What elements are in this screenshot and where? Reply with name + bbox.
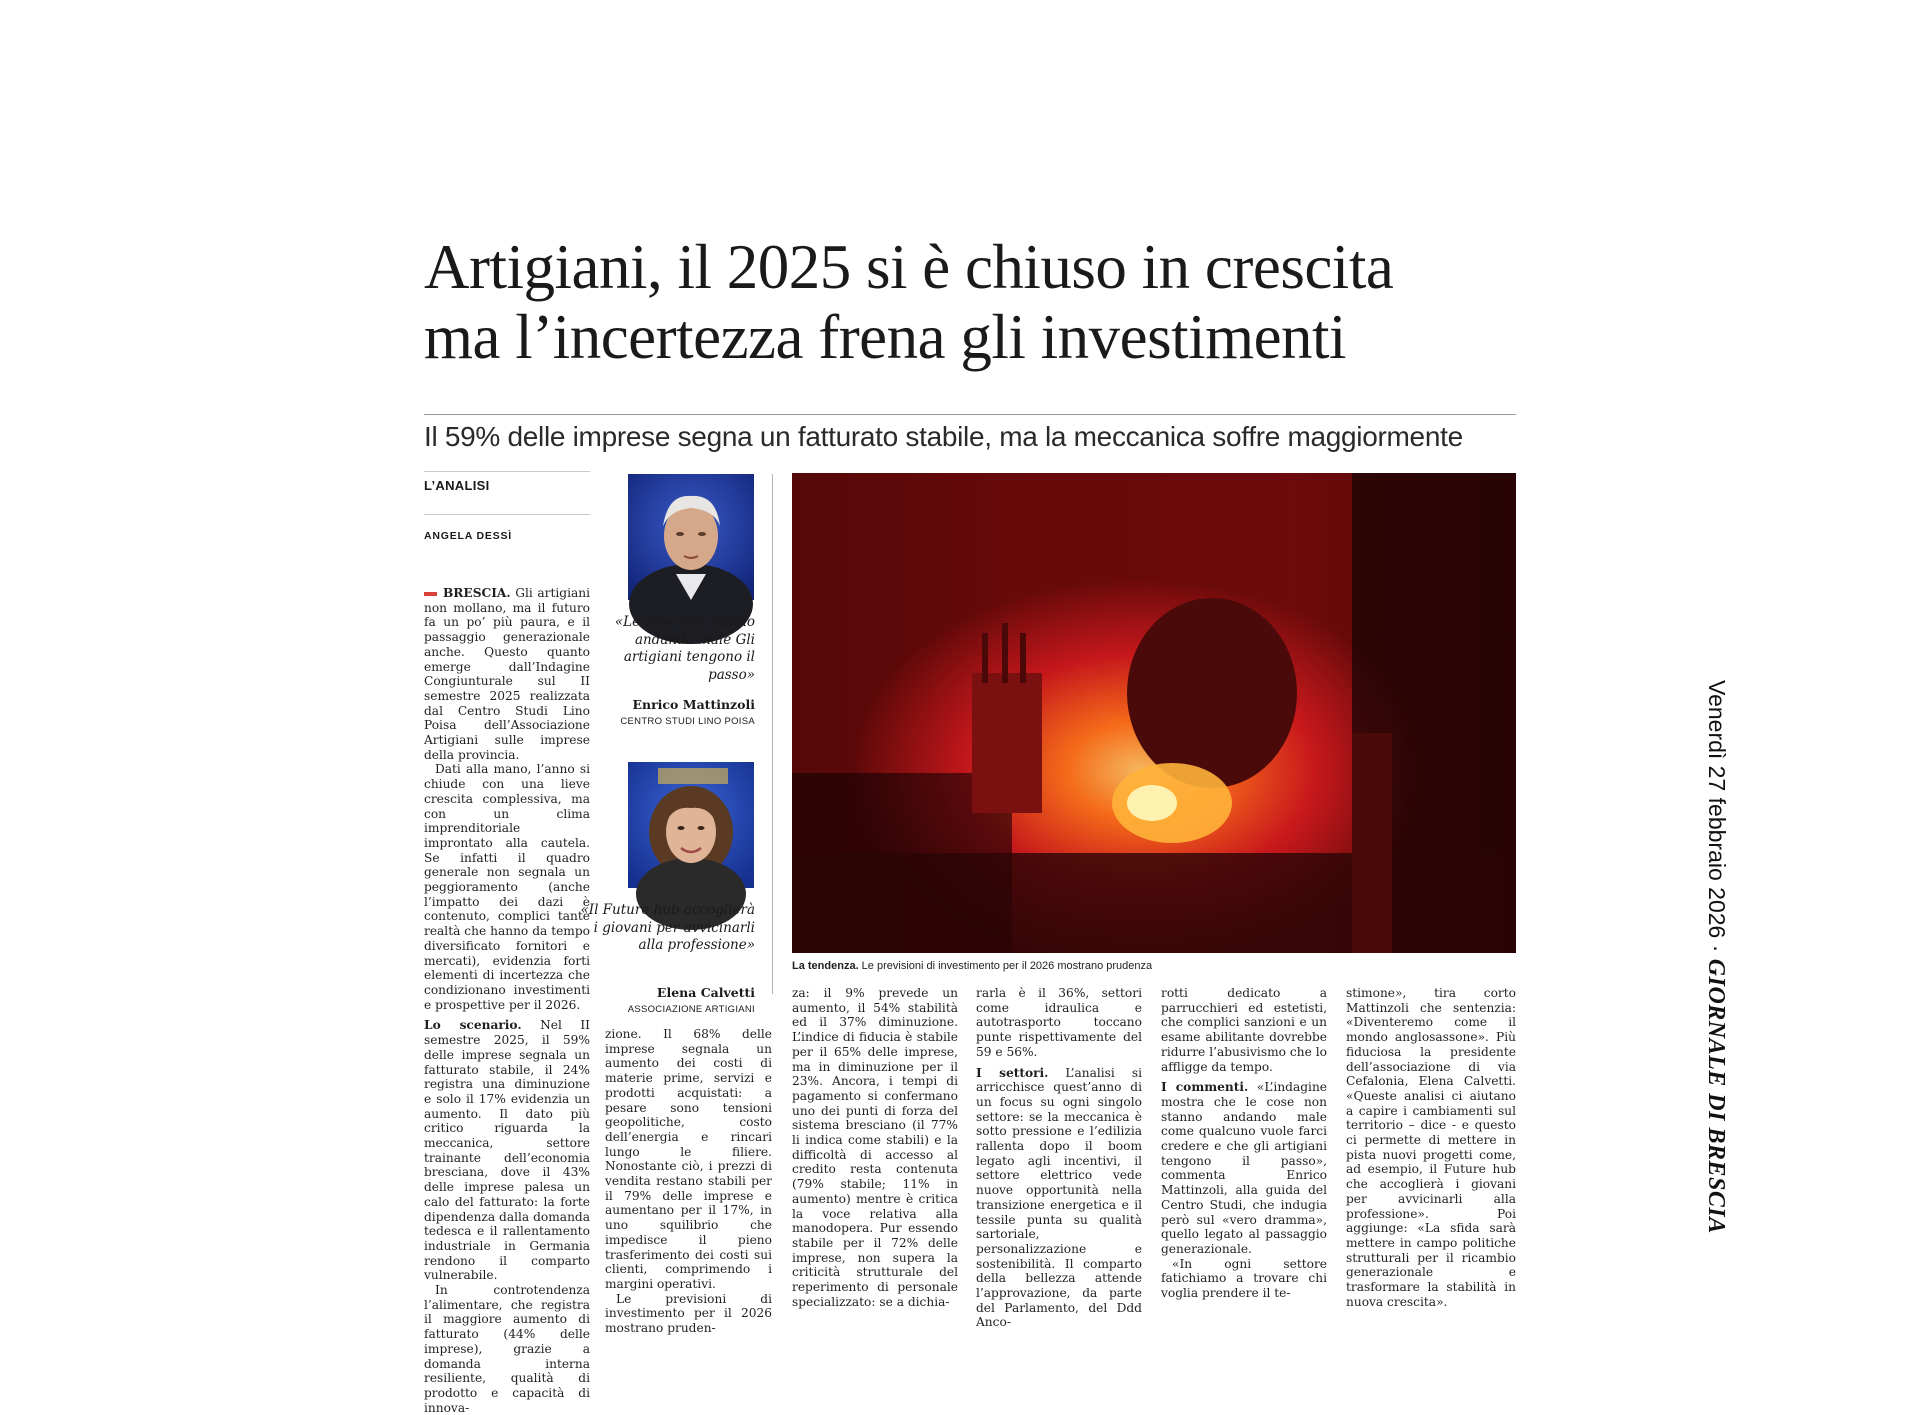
kicker-rule-top xyxy=(424,471,590,472)
pull-quote-2: «Il Future hub accoglierà i giovani per avvicinarli alla professione» xyxy=(580,902,755,953)
headline-line-2: ma l’incertezza frena gli investimenti xyxy=(424,302,1347,372)
section-lead: I settori. xyxy=(976,1065,1049,1080)
article-photo xyxy=(792,473,1516,953)
byline: ANGELA DESSÌ xyxy=(424,530,512,542)
paragraph: stimone», tira corto Mattinzoli che sentenzia: «Diventeremo come il mondo anglosassone». Più fiduciosa la presidente dell’associazione di via Cefalonia, Elena Calvetti. «Queste analisi ci aiutano a capire i cambiamenti sul territorio – dice - e questo ci permette di mettere in pista nuovi progetti come, ad esempio, il Future hub che accoglierà i giovani per avvicinarli alla professione». Poi aggiunge: «La sfida sarà mettere in campo politiche strutturali per il ricambio generazionale e trasformare la stabilità in nuova crescita». xyxy=(1346,986,1516,1309)
portrait-elena-calvetti xyxy=(628,762,754,888)
column-separator xyxy=(772,474,773,994)
headline-line-1: Artigiani, il 2025 si è chiuso in crescita xyxy=(424,232,1394,302)
article-column-3 xyxy=(792,986,958,1309)
paragraph-text: Nel II semestre 2025, il 59% delle imprese segnala un fatturato stabile, il 24% registra una diminuzione e solo il 17% evidenzia un aumento. Il dato più critico riguarda la meccanica, settore trainante dell’economia bresciana, dove il 43% delle imprese palesa un calo del fatturato: la forte dipendenza dalla domanda tedesca e il rallentamento industriale in Germania rendono il comparto vulnerabile. xyxy=(424,1018,590,1283)
date-separator: · xyxy=(1704,944,1730,953)
paragraph-text: L’analisi si arricchisce quest’anno di un focus su ogni singolo settore: se la meccanica è sotto pressione e l’edilizia rallenta dopo il boom legato agli incentivi, il settore elettrico vede nuove opportunità nella transizione energetica e il tessile punta su qualità sartoriale, personalizzazione e sostenibilità. Il comparto della bellezza attende l’approvazione, da parte del Parlamento, del Ddd Anco- xyxy=(976,1065,1142,1330)
article-column-6 xyxy=(1346,986,1516,1309)
caption-text: Le previsioni di investimento per il 2026 mostrano prudenza xyxy=(858,960,1153,972)
kicker: L’ANALISI xyxy=(424,478,490,493)
page-sidebar xyxy=(1696,680,1730,1240)
paragraph xyxy=(1161,1080,1327,1256)
kicker-rule-bottom xyxy=(424,514,590,515)
paragraph-text: Gli artigiani non mollano, ma il futuro fa un po’ più paura, e il passaggio generazionale anche. Questo quanto emerge dall’Indagine Congiunturale sul II semestre 2025 realizzata dal Centro Studi Lino Poisa dell’Associazione Artigiani sulle imprese della provincia. xyxy=(424,586,590,762)
article-column-2 xyxy=(605,1027,772,1336)
photo-caption xyxy=(792,960,1152,972)
paragraph: za: il 9% prevede un aumento, il 54% stabilità ed il 37% diminuzione. L’indice di fiducia è stabile per il 65% delle imprese, ma in diminuzione per il 23%. Ancora, i tempi di pagamento si confermano uno dei punti di forza del sistema bresciano (il 77% li indica come stabili) e la difficoltà di accesso al credito resta contenuta (79% stabile; 11% in aumento) mentre è critica la voce relativa alla manodopera. Pur essendo stabile per il 72% delle imprese, non supera la criticità strutturale del reperimento di personale specializzato: se a dichia- xyxy=(792,986,958,1309)
quote-role-1: CENTRO STUDI LINO POISA xyxy=(620,716,755,727)
pull-quote-1: «Le cose non stanno andando male Gli artigiani tengono il passo» xyxy=(614,614,755,683)
article-column-1 xyxy=(424,586,590,1415)
paragraph xyxy=(976,1066,1142,1331)
headline xyxy=(424,232,1524,372)
article-column-5 xyxy=(1161,986,1328,1301)
section-lead: Lo scenario. xyxy=(424,1018,522,1033)
quote-author-1: Enrico Mattinzoli xyxy=(632,697,755,712)
publication-name: GIORNALE DI BRESCIA xyxy=(1703,958,1729,1234)
paragraph xyxy=(424,1018,590,1283)
subtitle-rule xyxy=(424,414,1516,415)
paragraph: zione. Il 68% delle imprese segnala un aumento dei costi di materie prime, servizi e prodotti acquistati: a pesare sono tensioni geopolitiche, costo dell’energia e rincari lungo le filiere. Nonostante ciò, i prezzi di vendita restano stabili per il 79% delle imprese e aumentano per il 17%, in uno squilibrio che impedisce il pieno trasferimento dei costi sui clienti, comprimendo i margini operativi. xyxy=(605,1027,772,1291)
paragraph xyxy=(424,586,590,762)
caption-lead: La tendenza. xyxy=(792,960,859,972)
bullet-marker xyxy=(424,592,437,596)
paragraph: Le previsioni di investimento per il 2026 mostrano pruden- xyxy=(605,1291,772,1336)
dateline: BRESCIA. xyxy=(443,586,511,600)
paragraph: «In ogni settore fatichiamo a trovare chi voglia prendere il te- xyxy=(1161,1256,1327,1301)
quote-author-2: Elena Calvetti xyxy=(656,985,755,1000)
paragraph: rotti dedicato a parrucchieri ed estetisti, che complici sanzioni e un esame abilitante dovrebbe ridurre l’abusivismo che lo affligge da tempo. xyxy=(1161,986,1327,1074)
portrait-enrico-mattinzoli xyxy=(628,474,754,600)
quote-role-2: ASSOCIAZIONE ARTIGIANI xyxy=(627,1004,755,1015)
section-lead: I commenti. xyxy=(1161,1080,1249,1095)
issue-date: Venerdì 27 febbraio 2026 xyxy=(1704,680,1730,939)
paragraph: In controtendenza l’alimentare, che registra il maggiore aumento di fatturato (44% delle imprese), grazie a domanda interna resiliente, qualità di prodotto e capacità di innova- xyxy=(424,1283,590,1415)
paragraph-text: «L’indagine mostra che le cose non stanno andando male come qualcuno vuole farci credere e che gli artigiani tengono il passo», commenta Enrico Mattinzoli, alla guida del Centro Studi, che indugia però sul «vero dramma», quello legato al passaggio generazionale. xyxy=(1161,1080,1328,1256)
paragraph: rarla è il 36%, settori come idraulica e autotrasporto toccano punte rispettivamente del 59 e 56%. xyxy=(976,986,1142,1059)
subtitle: Il 59% delle imprese segna un fatturato stabile, ma la meccanica soffre maggiormente xyxy=(424,421,1463,452)
article-column-4 xyxy=(976,986,1142,1330)
paragraph: Dati alla mano, l’anno si chiude con una lieve crescita complessiva, ma con un clima imprenditoriale improntato alla cautela. Se infatti il quadro generale non segnala un peggioramento (anche l’impatto dei dazi è contenuto, complici tante realtà che hanno da tempo diversificato fornitori e mercati), evidenzia forti elementi di incertezza che condizionano investimenti e prospettive per il 2026. xyxy=(424,762,590,1012)
